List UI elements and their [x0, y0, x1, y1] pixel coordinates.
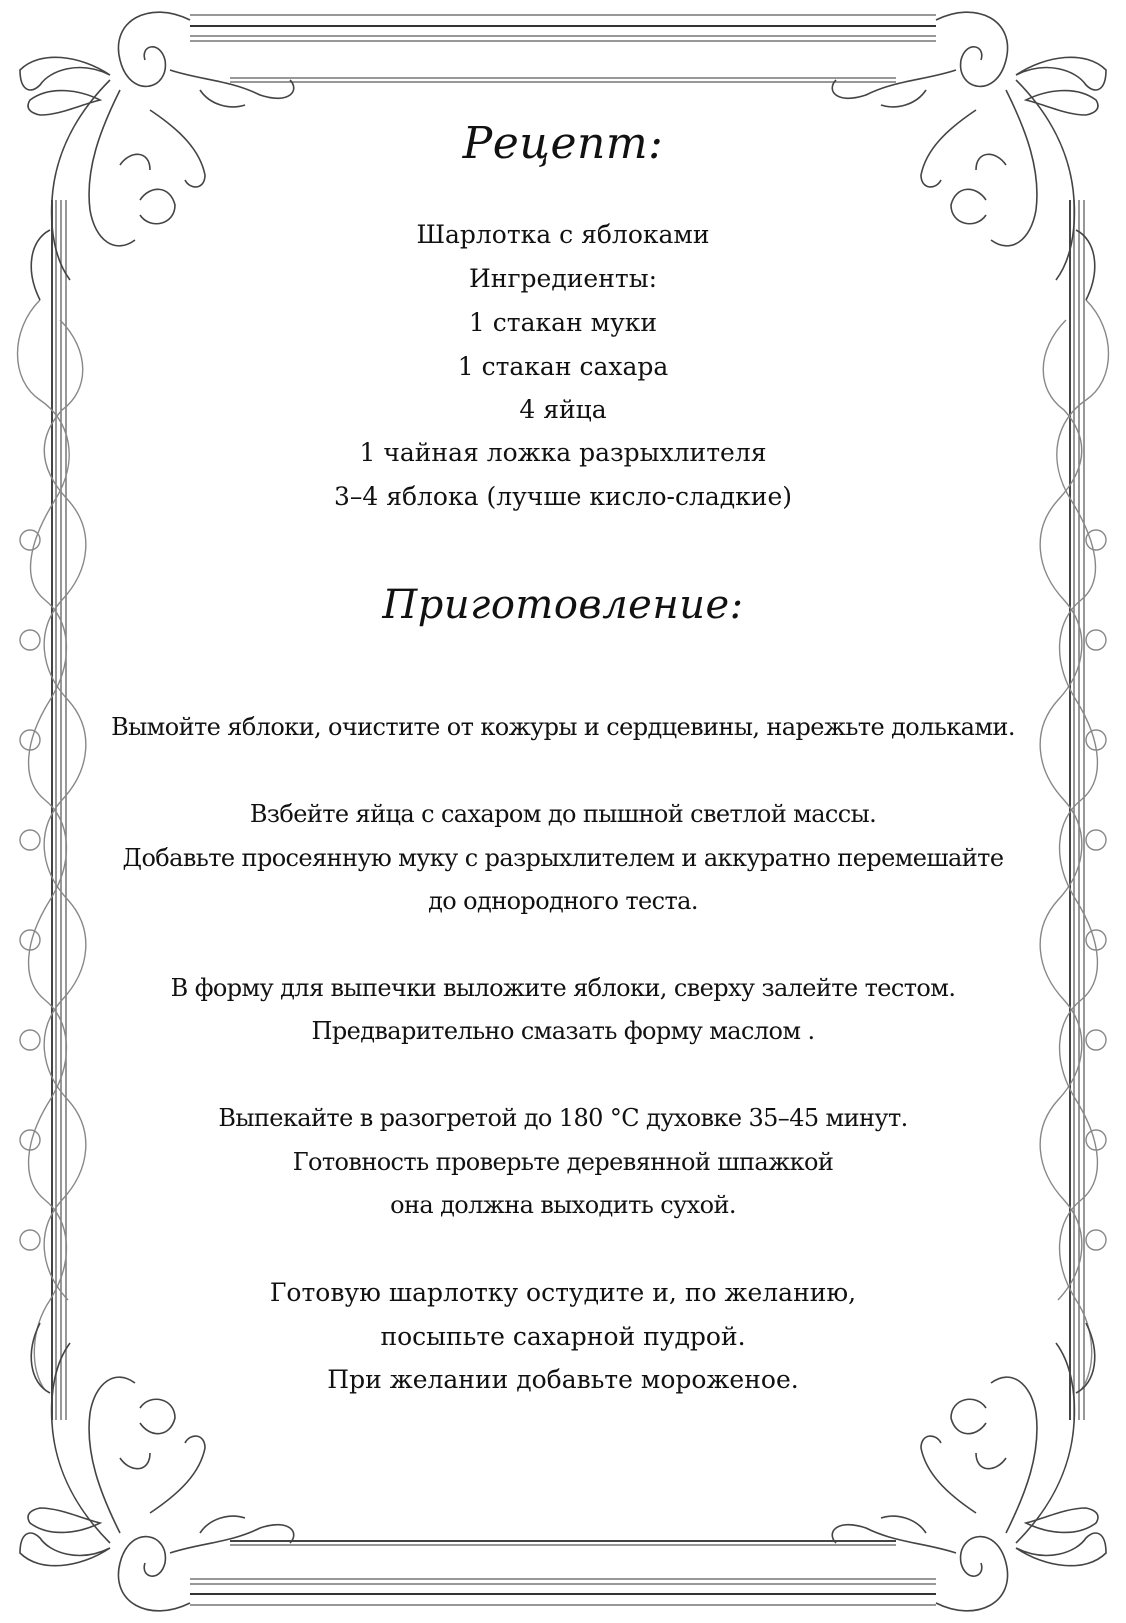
ingredient-item: 1 стакан муки [468, 308, 658, 337]
step-3-line: Предварительно смазать форму маслом . [311, 1017, 815, 1045]
step-5-line: Готовую шарлотку остудите и, по желанию, [269, 1278, 857, 1307]
step-5-line: При желании добавьте мороженое. [327, 1365, 799, 1394]
step-5-line: посыпьте сахарной пудрой. [380, 1322, 746, 1351]
page-title: Рецепт: [462, 118, 664, 169]
step-1-line: Вымойте яблоки, очистите от кожуры и сердцевины, нарежьте дольками. [111, 713, 1015, 741]
ingredient-item: 1 чайная ложка разрыхлителя [359, 438, 767, 467]
preparation-heading: Приготовление: [382, 582, 744, 628]
ingredient-item: 1 стакан сахара [457, 352, 669, 381]
step-4-line: Выпекайте в разогретой до 180 °C духовке 35–45 минут. [218, 1104, 908, 1132]
recipe-name: Шарлотка с яблоками [416, 220, 710, 249]
step-4-line: она должна выходить сухой. [390, 1191, 736, 1219]
step-2-line: до однородного теста. [428, 887, 698, 915]
ingredient-item: 3–4 яблока (лучше кисло-сладкие) [333, 482, 793, 511]
ingredient-item: 4 яйца [519, 395, 607, 424]
step-2-line: Добавьте просеянную муку с разрыхлителем и аккуратно перемешайте [122, 844, 1004, 872]
step-4-line: Готовность проверьте деревянной шпажкой [292, 1148, 834, 1176]
step-3-line: В форму для выпечки выложите яблоки, сверху залейте тестом. [170, 974, 956, 1002]
step-2-line: Взбейте яйца с сахаром до пышной светлой массы. [249, 800, 877, 828]
ingredients-heading: Ингредиенты: [468, 264, 658, 293]
